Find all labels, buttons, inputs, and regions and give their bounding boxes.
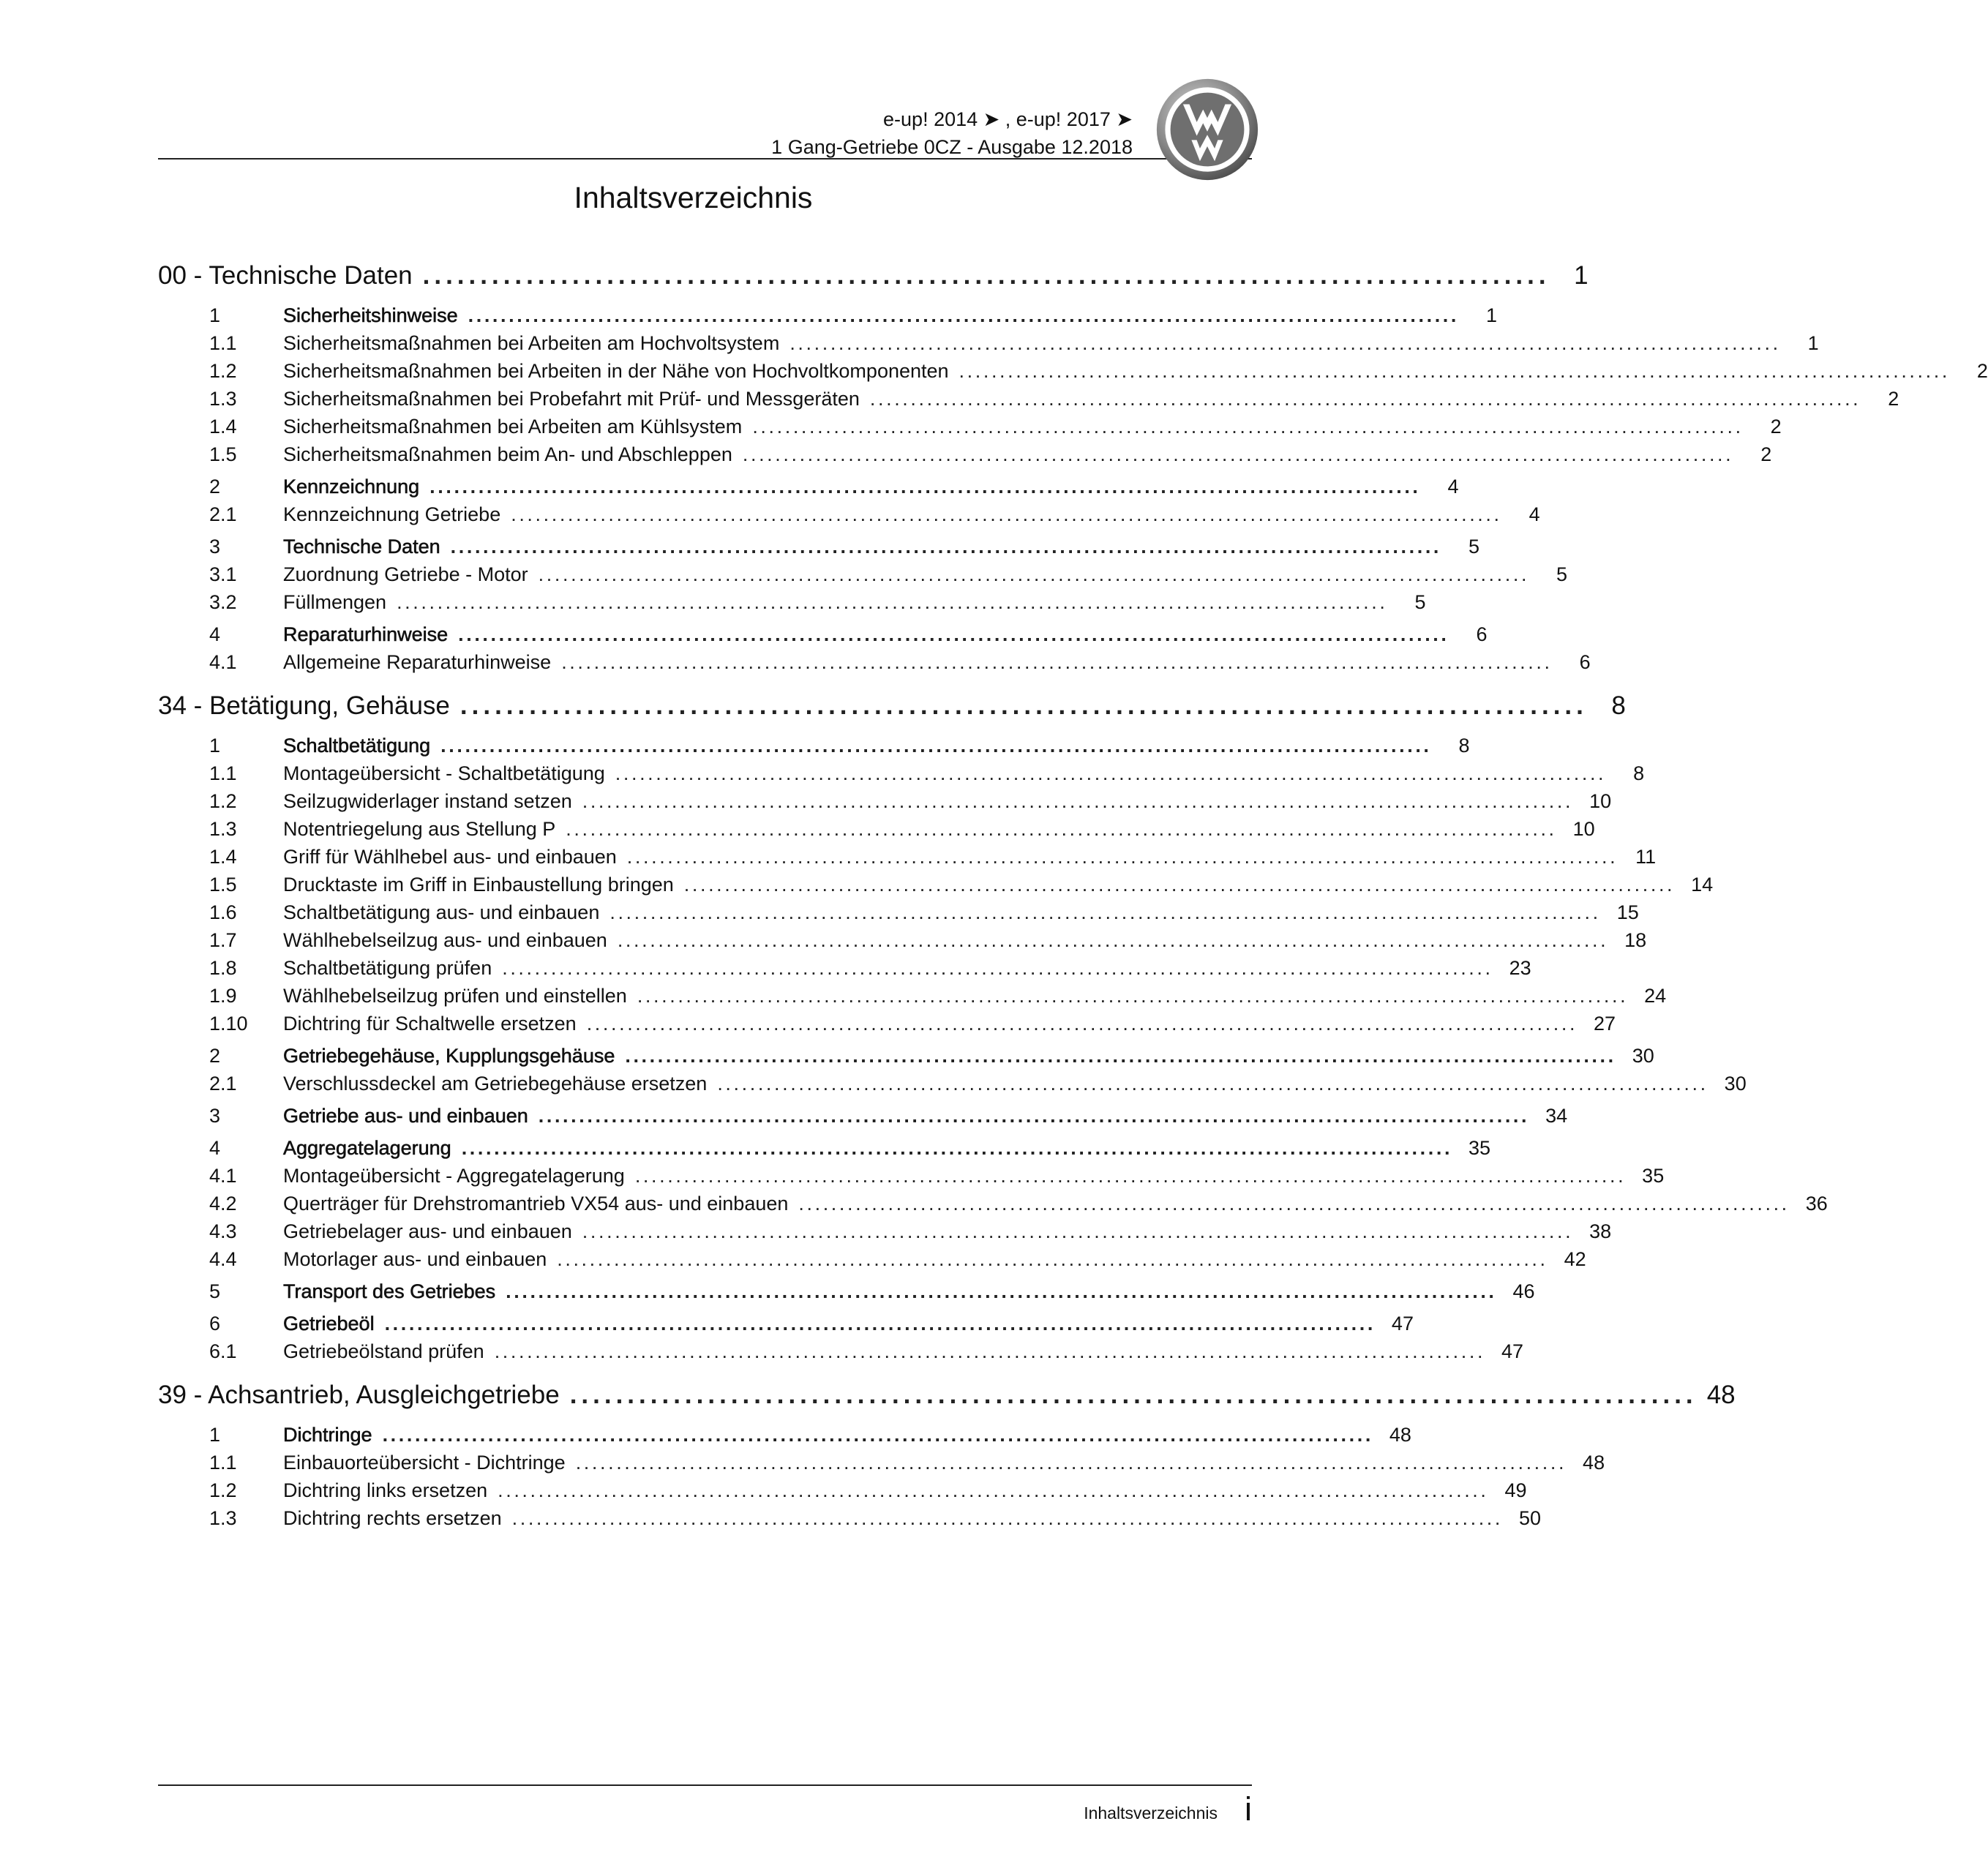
page-number: 18 — [1624, 928, 1647, 951]
page-number: 47 — [1391, 1312, 1414, 1335]
page-number: 36 — [1805, 1192, 1828, 1215]
dot-leader: .......................................................................................................................... — [458, 623, 1449, 645]
section-title: Getriebegehäuse, Kupplungsgehäuse — [283, 1044, 615, 1067]
section-title: Getriebe aus- und einbauen — [283, 1104, 528, 1127]
dot-leader: .......................................................................................................................... — [498, 1479, 1489, 1501]
section-title: Sicherheitshinweise — [283, 304, 458, 326]
section-number: 1.6 — [209, 901, 237, 923]
toc-subsection[interactable] — [158, 500, 1540, 528]
toc-section[interactable] — [158, 301, 1498, 329]
section-number: 2.1 — [209, 1072, 237, 1095]
section-number: 1.5 — [209, 443, 237, 465]
page-number: 15 — [1616, 901, 1639, 923]
page-number: 49 — [1504, 1479, 1527, 1501]
section-number: 5 — [209, 1280, 221, 1302]
section-number: 6 — [209, 1312, 221, 1335]
section-number: 1 — [209, 1423, 221, 1446]
dot-leader: .......................................................................................................................... — [450, 535, 1442, 558]
page-number: 42 — [1564, 1247, 1586, 1270]
document-title: Inhaltsverzeichnis — [574, 181, 813, 214]
toc-subsection[interactable] — [158, 1449, 1605, 1476]
section-number: 4 — [209, 623, 221, 645]
dot-leader: .......................................................................................................................... — [494, 1340, 1486, 1362]
section-title: Getriebeölstand prüfen — [283, 1340, 484, 1362]
page-number: 46 — [1512, 1280, 1535, 1302]
chapter-title: 00 - Technische Daten — [158, 261, 413, 290]
dot-leader: .......................................................................................................................... — [634, 1164, 1627, 1187]
page-number: 2 — [1888, 387, 1899, 410]
section-number: 3 — [209, 1104, 221, 1127]
dot-leader: .......................................................................................................................... — [382, 1423, 1373, 1446]
section-number: 1.7 — [209, 928, 237, 951]
page-number: 2 — [1770, 415, 1782, 438]
section-number: 1.1 — [209, 1451, 237, 1474]
toc-subsection[interactable] — [158, 926, 1647, 954]
dot-leader: .......................................................................................................................... — [717, 1072, 1708, 1095]
toc-section[interactable] — [158, 1310, 1414, 1337]
section-number: 1.3 — [209, 817, 237, 840]
page-number: 10 — [1589, 789, 1612, 812]
toc-subsection[interactable] — [158, 1337, 1524, 1365]
page-number: 1 — [1807, 331, 1819, 354]
dot-leader: .................................................................................................. — [460, 691, 1588, 720]
toc-subsection[interactable] — [158, 1070, 1747, 1097]
toc-subsection[interactable] — [158, 787, 1612, 815]
dot-leader: .......................................................................................................................... — [683, 873, 1676, 896]
section-title: Montageübersicht - Aggregatelagerung — [283, 1164, 625, 1187]
toc-subsection[interactable] — [158, 954, 1531, 982]
section-title: Seilzugwiderlager instand setzen — [283, 789, 572, 812]
toc-subsection[interactable] — [158, 1162, 1665, 1190]
toc-subsection[interactable] — [158, 588, 1426, 616]
dot-leader: .......................................................................................................................... — [506, 1280, 1497, 1302]
toc-subsection[interactable] — [158, 1476, 1527, 1504]
page-number: 50 — [1518, 1506, 1542, 1529]
section-title: Sicherheitsmaßnahmen bei Probefahrt mit Prüf- und Messgeräten — [283, 387, 860, 410]
section-number: 1.10 — [209, 1012, 248, 1035]
footer-page-number: i — [1245, 1790, 1252, 1828]
section-title: Zuordnung Getriebe - Motor — [283, 563, 528, 585]
section-title: Allgemeine Reparaturhinweise — [283, 650, 552, 673]
dot-leader: .......................................................................................................................... — [586, 1012, 1578, 1035]
section-number: 1.1 — [209, 331, 237, 354]
dot-leader: .......................................................................................................................... — [869, 387, 1861, 410]
page-number: 14 — [1691, 873, 1714, 896]
page-number: 6 — [1579, 650, 1591, 673]
section-title: Wählhebelseilzug prüfen und einstellen — [283, 984, 627, 1007]
toc-subsection[interactable] — [158, 759, 1645, 787]
section-title: Füllmengen — [283, 590, 387, 613]
page-number: 1 — [1574, 261, 1588, 290]
section-title: Reparaturhinweise — [283, 623, 449, 645]
dot-leader: .......................................................................................................................... — [752, 415, 1744, 438]
section-number: 3.1 — [209, 563, 237, 585]
section-title: Technische Daten — [283, 535, 440, 558]
section-number: 3.2 — [209, 590, 237, 613]
header-model-line: e-up! 2014 ➤ , e-up! 2017 ➤ — [883, 108, 1133, 130]
page-number: 30 — [1632, 1044, 1654, 1067]
section-title: Schaltbetätigung — [283, 734, 431, 757]
page-number: 24 — [1644, 984, 1667, 1007]
toc-chapter-39[interactable] — [158, 1374, 1736, 1416]
section-title: Dichtringe — [283, 1423, 372, 1446]
toc-subsection[interactable] — [158, 1010, 1616, 1037]
section-number: 4.1 — [209, 650, 237, 673]
dot-leader: .......................................................................................................................... — [582, 789, 1574, 812]
section-number: 1.9 — [209, 984, 237, 1007]
section-title: Schaltbetätigung aus- und einbauen — [283, 901, 600, 923]
dot-leader: .......................................................................................................................... — [615, 762, 1607, 784]
header-divider — [158, 158, 1252, 159]
section-title: Sicherheitsmaßnahmen bei Arbeiten in der Nähe von Hochvoltkomponenten — [283, 359, 949, 382]
section-number: 1.3 — [209, 387, 237, 410]
page-number: 5 — [1414, 590, 1426, 613]
page-number: 8 — [1458, 734, 1470, 757]
toc-section[interactable] — [158, 732, 1470, 759]
toc-subsection[interactable] — [158, 1217, 1612, 1245]
section-number: 1 — [209, 304, 221, 326]
page-number: 4 — [1447, 475, 1459, 498]
table-of-contents — [158, 250, 1988, 1532]
page-number: 2 — [1976, 359, 1988, 382]
section-number: 4.1 — [209, 1164, 237, 1187]
dot-leader: .......................................................................................................................... — [440, 734, 1432, 757]
header-edition-line: 1 Gang-Getriebe 0CZ - Ausgabe 12.2018 — [771, 136, 1133, 158]
dot-leader: .......................................................................................................................... — [742, 443, 1734, 465]
page-number: 35 — [1469, 1136, 1491, 1159]
page-number: 8 — [1633, 762, 1645, 784]
dot-leader: .......................................................................................................................... — [397, 590, 1388, 613]
dot-leader: .......................................................................................................................... — [561, 650, 1553, 673]
toc-subsection[interactable] — [158, 560, 1568, 588]
dot-leader: .......................................................................................................................... — [538, 563, 1530, 585]
dot-leader: .......................................................................................................................... — [511, 1506, 1504, 1529]
dot-leader: .......................................................................................................................... — [798, 1192, 1790, 1215]
page-number: 6 — [1476, 623, 1488, 645]
chapter-title: 34 - Betätigung, Gehäuse — [158, 691, 450, 720]
section-title: Montageübersicht - Schaltbetätigung — [283, 762, 605, 784]
toc-subsection[interactable] — [158, 385, 1899, 413]
page-number: 48 — [1389, 1423, 1411, 1446]
section-title: Getriebeöl — [283, 1312, 375, 1335]
section-number: 4.2 — [209, 1192, 237, 1215]
section-number: 3 — [209, 535, 221, 558]
dot-leader: .......................................................................................................................... — [461, 1136, 1453, 1159]
section-title: Kennzeichnung — [283, 475, 420, 498]
toc-subsection[interactable] — [158, 648, 1591, 676]
dot-leader: .......................................................................................................................... — [789, 331, 1781, 354]
chapter-title: 39 - Achsantrieb, Ausgleichgetriebe — [158, 1381, 560, 1409]
section-title: Querträger für Drehstromantrieb VX54 aus- und einbauen — [283, 1192, 789, 1215]
dot-leader: .......................................................................................................................... — [617, 928, 1609, 951]
section-number: 2 — [209, 475, 221, 498]
section-title: Getriebelager aus- und einbauen — [283, 1220, 572, 1242]
toc-subsection[interactable] — [158, 898, 1639, 926]
section-title: Sicherheitsmaßnahmen beim An- und Abschleppen — [283, 443, 732, 465]
toc-subsection[interactable] — [158, 815, 1595, 843]
dot-leader: .......................................................................................................................... — [609, 901, 1601, 923]
dot-leader: .......................................................................................................................... — [538, 1104, 1530, 1127]
toc-section[interactable] — [158, 1042, 1654, 1070]
page-number: 30 — [1724, 1072, 1747, 1095]
section-number: 1.5 — [209, 873, 237, 896]
section-title: Kennzeichnung Getriebe — [283, 503, 501, 525]
page-header — [0, 0, 1324, 168]
dot-leader: .......................................................................................................................... — [626, 845, 1618, 868]
section-number: 1.1 — [209, 762, 237, 784]
section-number: 2 — [209, 1044, 221, 1067]
page-number: 48 — [1583, 1451, 1605, 1474]
toc-section[interactable] — [158, 473, 1459, 500]
dot-leader: .......................................................................................................................... — [502, 956, 1493, 979]
section-number: 1.8 — [209, 956, 237, 979]
page-number: 2 — [1760, 443, 1772, 465]
dot-leader: .......................................................................................................................... — [582, 1220, 1574, 1242]
page-number: 11 — [1635, 845, 1657, 868]
dot-leader: .......................................................................................................................... — [511, 503, 1502, 525]
section-number: 1.2 — [209, 789, 237, 812]
page-number: 34 — [1545, 1104, 1568, 1127]
dot-leader: .......................................................................................................................... — [575, 1451, 1567, 1474]
toc-subsection[interactable] — [158, 982, 1667, 1010]
toc-chapter-34[interactable] — [158, 685, 1626, 727]
toc-chapter-00[interactable] — [158, 255, 1588, 297]
page-number: 23 — [1509, 956, 1531, 979]
section-title: Verschlussdeckel am Getriebegehäuse ersetzen — [283, 1072, 708, 1095]
page-number: 47 — [1501, 1340, 1524, 1362]
section-title: Sicherheitsmaßnahmen bei Arbeiten am Kühlsystem — [283, 415, 743, 438]
toc-subsection[interactable] — [158, 329, 1819, 357]
toc-subsection[interactable] — [158, 357, 1988, 385]
section-number: 1.3 — [209, 1506, 237, 1529]
section-number: 1.2 — [209, 359, 237, 382]
toc-section[interactable] — [158, 620, 1488, 648]
toc-subsection[interactable] — [158, 413, 1782, 440]
section-title: Dichtring links ersetzen — [283, 1479, 488, 1501]
page-number: 35 — [1642, 1164, 1665, 1187]
footer-label: Inhaltsverzeichnis — [1084, 1803, 1218, 1823]
section-title: Einbauorteübersicht - Dichtringe — [283, 1451, 566, 1474]
section-title: Motorlager aus- und einbauen — [283, 1247, 547, 1270]
toc-subsection[interactable] — [158, 440, 1772, 468]
page-number: 5 — [1556, 563, 1568, 585]
section-number: 1.4 — [209, 415, 237, 438]
toc-section[interactable] — [158, 1277, 1535, 1305]
toc-subsection[interactable] — [158, 1504, 1542, 1532]
section-number: 4.4 — [209, 1247, 237, 1270]
section-number: 4.3 — [209, 1220, 237, 1242]
section-title: Notentriegelung aus Stellung P — [283, 817, 556, 840]
page-number: 4 — [1528, 503, 1540, 525]
toc-subsection[interactable] — [158, 871, 1714, 898]
dot-leader: .......................................................................................................................... — [430, 475, 1421, 498]
dot-leader: .......................................................................................................................... — [468, 304, 1460, 326]
page-number: 10 — [1572, 817, 1595, 840]
section-number: 1.2 — [209, 1479, 237, 1501]
section-title: Drucktaste im Griff in Einbaustellung bringen — [283, 873, 674, 896]
toc-section[interactable] — [158, 533, 1480, 560]
page-number: 27 — [1594, 1012, 1616, 1035]
section-title: Transport des Getriebes — [283, 1280, 496, 1302]
toc-subsection[interactable] — [158, 1245, 1586, 1273]
toc-subsection[interactable] — [158, 1190, 1828, 1217]
dot-leader: .......................................................................................................................... — [637, 984, 1629, 1007]
toc-section[interactable] — [158, 1102, 1568, 1130]
section-title: Sicherheitsmaßnahmen bei Arbeiten am Hochvoltsystem — [283, 331, 780, 354]
page-number: 38 — [1589, 1220, 1612, 1242]
dot-leader: .......................................................................................................................... — [566, 817, 1557, 840]
dot-leader: .......................................................................................................................... — [384, 1312, 1376, 1335]
section-number: 1.4 — [209, 845, 237, 868]
section-number: 1 — [209, 734, 221, 757]
dot-leader: .................................................................................................. — [569, 1381, 1698, 1409]
section-title: Griff für Wählhebel aus- und einbauen — [283, 845, 617, 868]
section-number: 6.1 — [209, 1340, 237, 1362]
page-number: 8 — [1611, 691, 1626, 720]
footer-divider — [158, 1784, 1252, 1786]
section-title: Wählhebelseilzug aus- und einbauen — [283, 928, 607, 951]
section-number: 4 — [209, 1136, 221, 1159]
toc-section[interactable] — [158, 1134, 1491, 1162]
section-title: Dichtring rechts ersetzen — [283, 1506, 502, 1529]
toc-section[interactable] — [158, 1421, 1411, 1449]
section-number: 2.1 — [209, 503, 237, 525]
section-title: Schaltbetätigung prüfen — [283, 956, 492, 979]
section-title: Aggregatelagerung — [283, 1136, 451, 1159]
dot-leader: .................................................................................................. — [422, 261, 1550, 290]
dot-leader: .......................................................................................................................... — [959, 359, 1950, 382]
page-number: 1 — [1485, 304, 1498, 326]
vw-logo — [1155, 77, 1260, 182]
section-title: Dichtring für Schaltwelle ersetzen — [283, 1012, 577, 1035]
page-number: 48 — [1706, 1381, 1736, 1409]
page-number: 5 — [1469, 535, 1480, 558]
dot-leader: .......................................................................................................................... — [625, 1044, 1616, 1067]
dot-leader: .......................................................................................................................... — [557, 1247, 1548, 1270]
toc-subsection[interactable] — [158, 843, 1657, 871]
